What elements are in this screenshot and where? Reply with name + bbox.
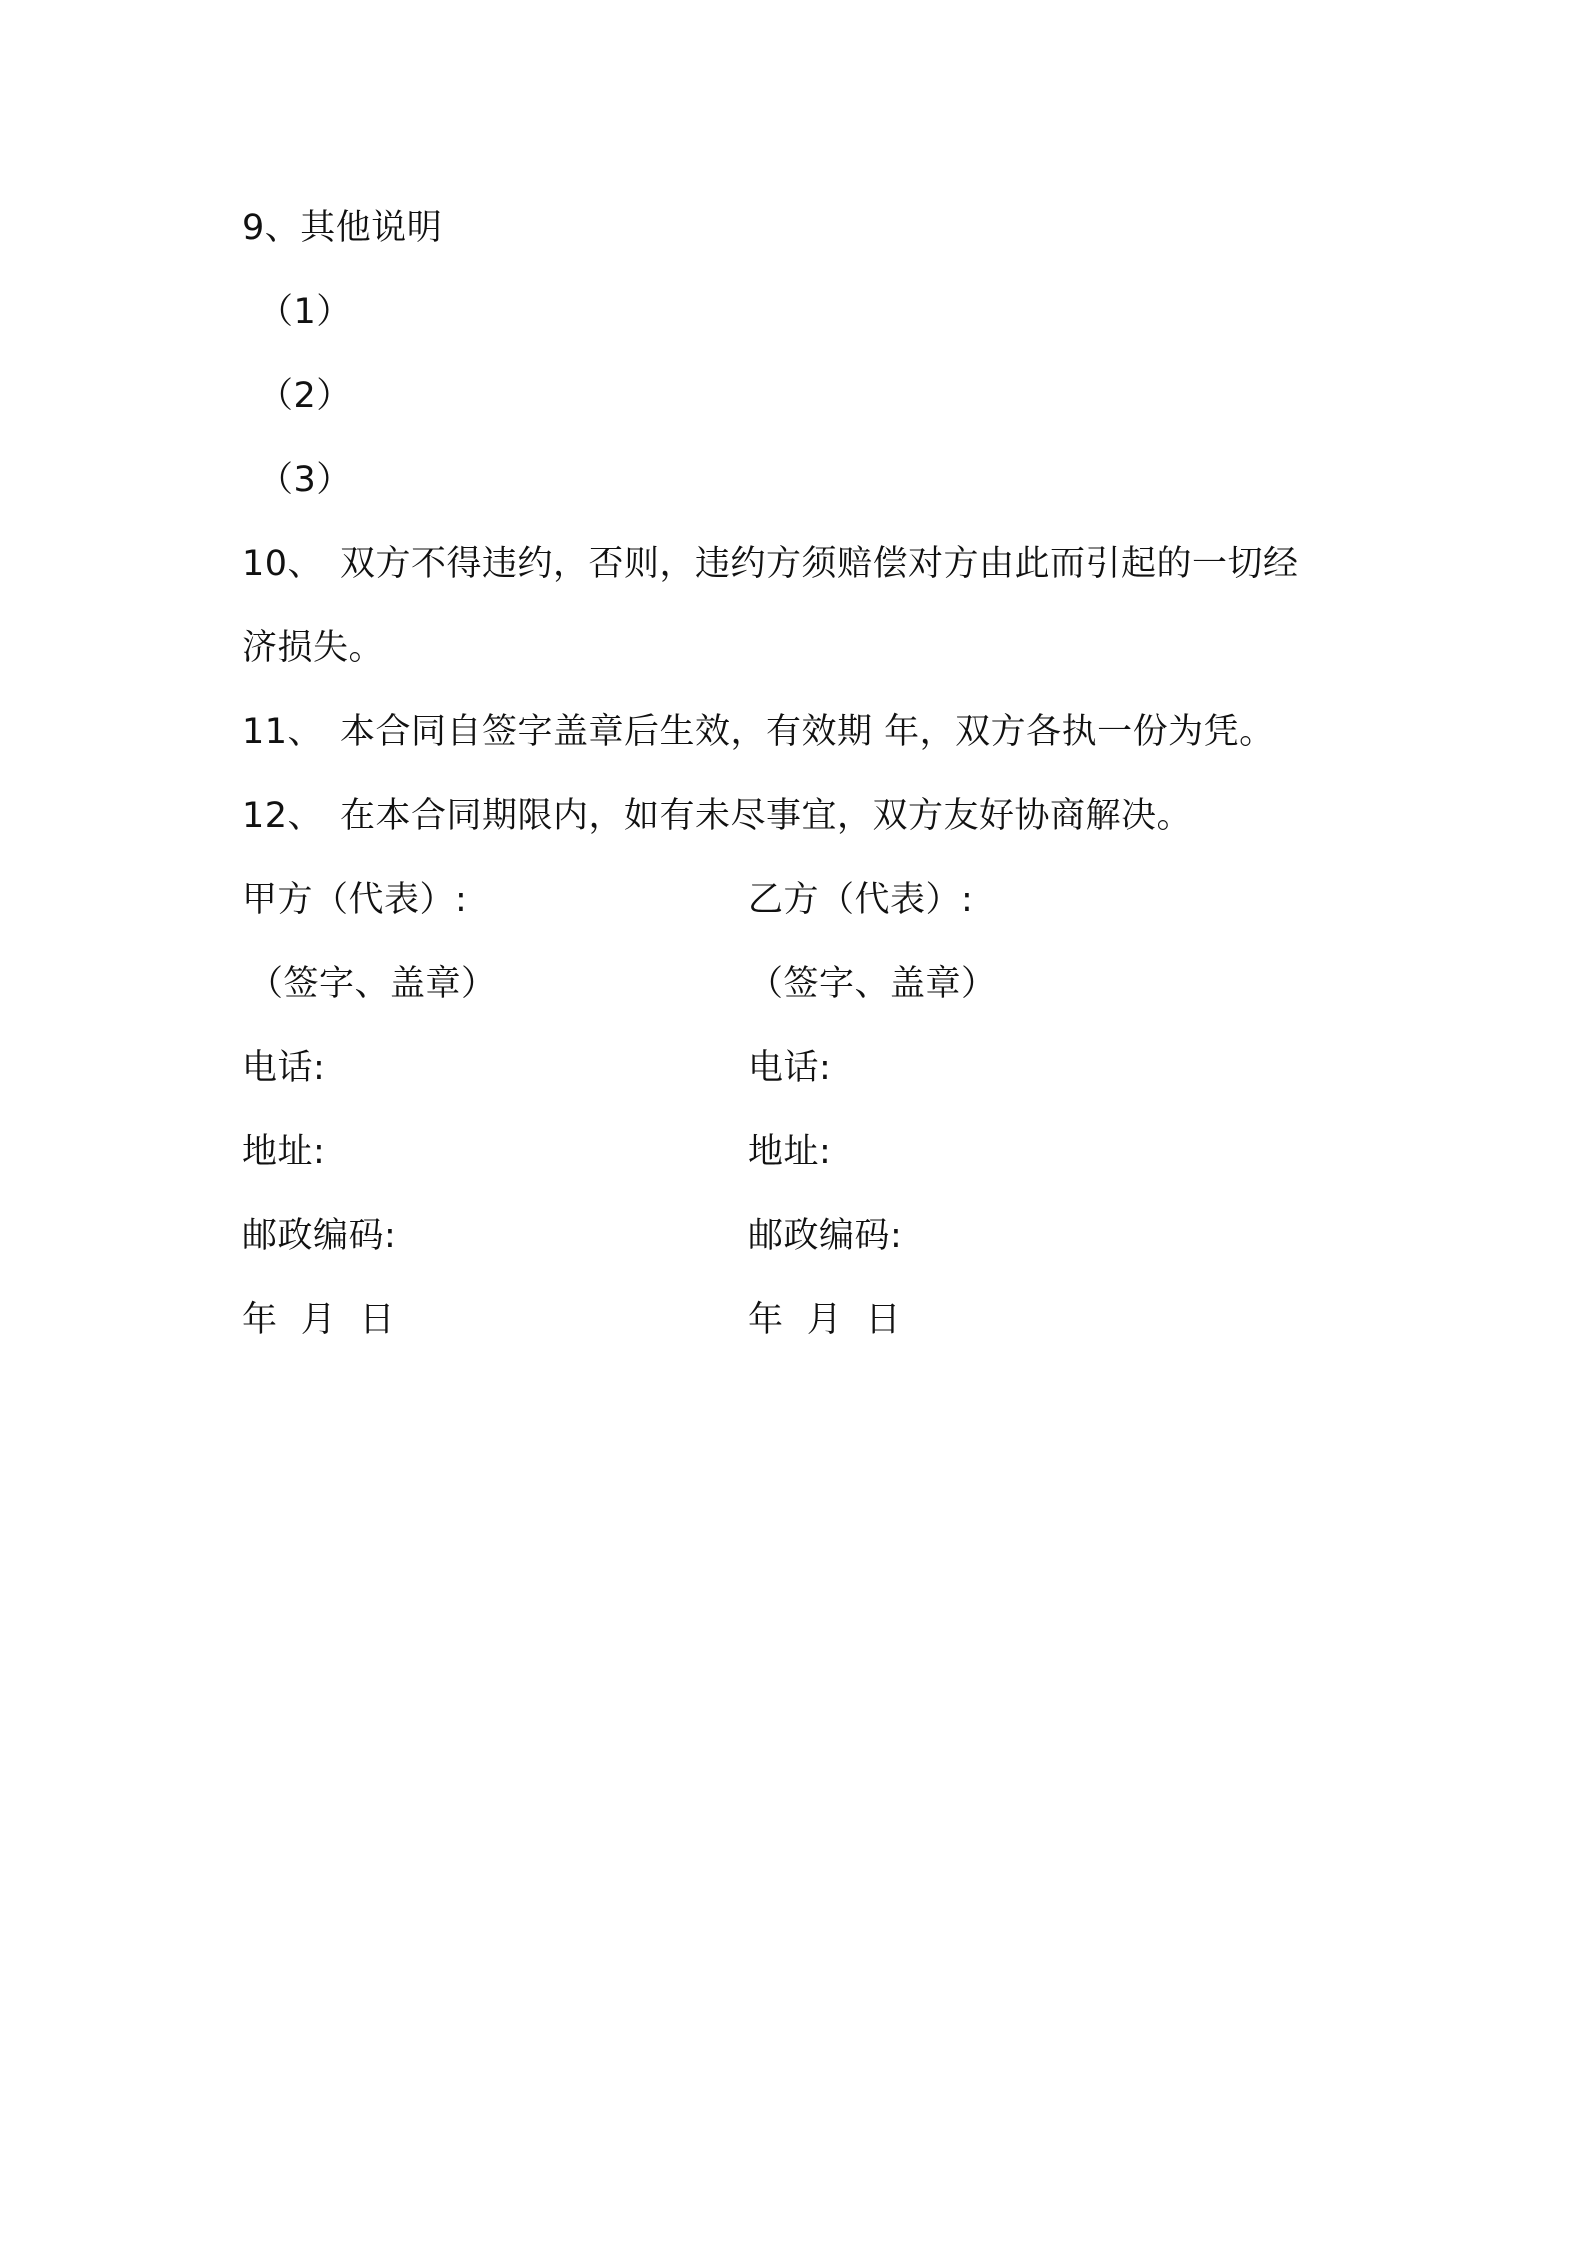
clause-11-text: 本合同自签字盖章后生效，有效期 年，双方各执一份为凭。 bbox=[340, 712, 1275, 752]
party-a-phone: 电话: bbox=[242, 1048, 326, 1088]
party-b-postcode: 邮政编码: bbox=[748, 1216, 903, 1256]
clause-12-text: 在本合同期限内，如有未尽事宜，双方友好协商解决。 bbox=[340, 796, 1193, 836]
party-a-address: 地址: bbox=[242, 1132, 326, 1172]
section-9-heading: 9、其他说明 bbox=[242, 208, 443, 248]
clause-12-number: 12、 bbox=[242, 796, 324, 836]
clause-10-text-line2: 济损失。 bbox=[242, 628, 385, 668]
party-b-phone: 电话: bbox=[748, 1048, 832, 1088]
party-a-representative: 甲方（代表）: bbox=[242, 880, 468, 920]
party-b-date: 年 月 日 bbox=[748, 1300, 902, 1340]
party-b-address: 地址: bbox=[748, 1132, 832, 1172]
party-b-sign: （签字、盖章） bbox=[748, 964, 997, 1004]
party-a-postcode: 邮政编码: bbox=[242, 1216, 397, 1256]
section-9-item-2: （2） bbox=[258, 376, 352, 416]
clause-10-text-line1: 双方不得违约，否则，违约方须赔偿对方由此而引起的一切经 bbox=[340, 544, 1299, 584]
clause-10 bbox=[242, 541, 1299, 587]
clause-11-number: 11、 bbox=[242, 712, 324, 752]
clause-10-number: 10、 bbox=[242, 544, 324, 584]
party-a-sign: （签字、盖章） bbox=[248, 964, 497, 1004]
party-a-date: 年 月 日 bbox=[242, 1300, 396, 1340]
clause-12 bbox=[242, 793, 1192, 839]
section-9-item-1: （1） bbox=[258, 292, 352, 332]
clause-11 bbox=[242, 709, 1275, 755]
party-b-representative: 乙方（代表）: bbox=[748, 880, 974, 920]
section-9-item-3: （3） bbox=[258, 460, 352, 500]
